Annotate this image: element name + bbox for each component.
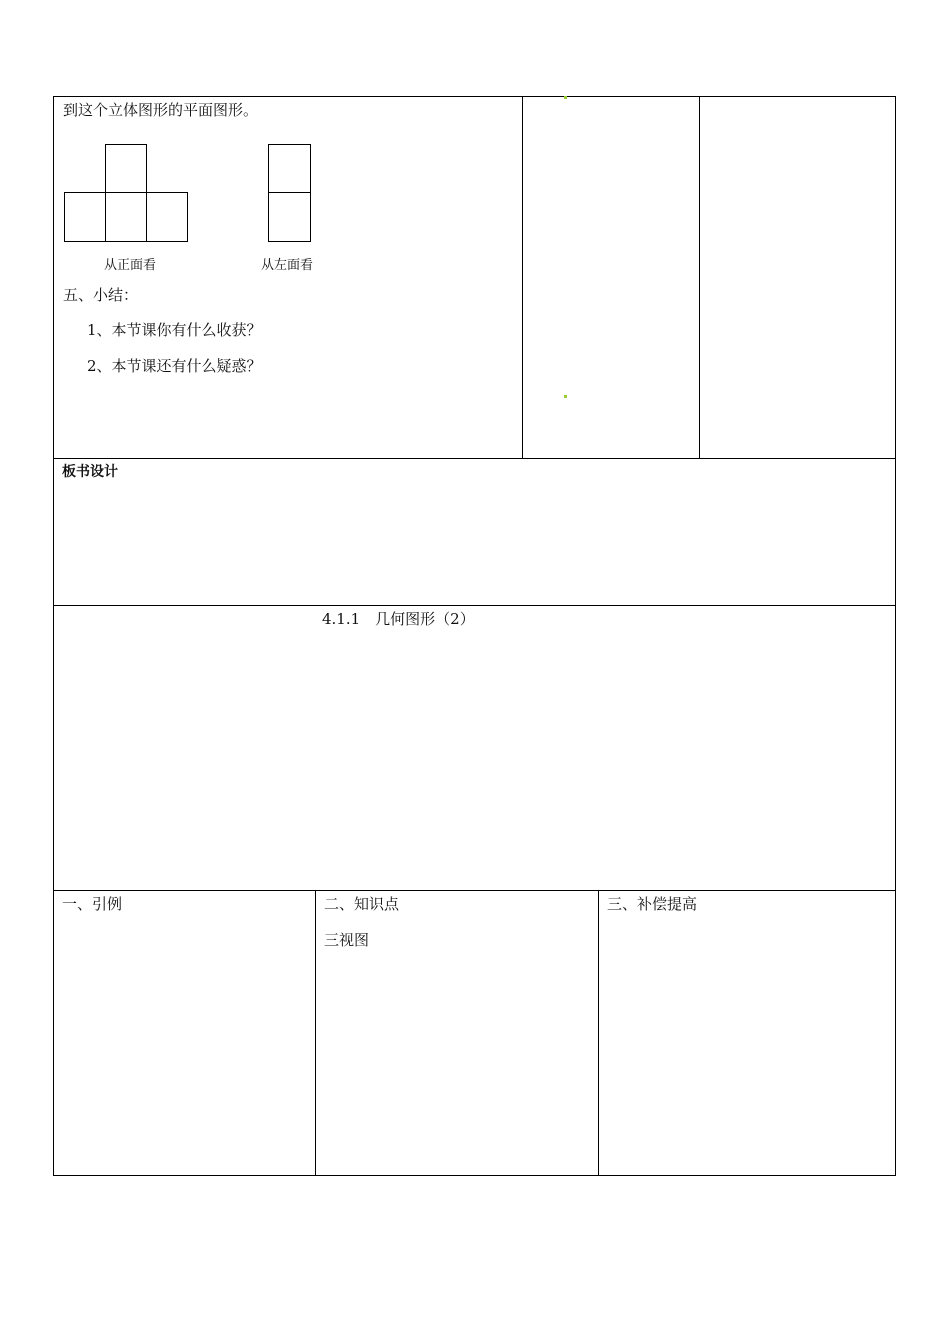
bottom-table-divider-1: [315, 890, 316, 1176]
intro-text: 到这个立体图形的平面图形。: [63, 101, 259, 119]
decorative-dot: [564, 395, 567, 398]
lesson-title: 4.1.1 几何图形（2）: [322, 610, 475, 628]
left-view-bottom-square: [268, 192, 311, 242]
col2-content: 三视图: [324, 931, 370, 949]
front-view-caption: 从正面看: [104, 258, 157, 273]
col1-heading: 一、引例: [62, 895, 123, 913]
left-view-top-square: [268, 144, 311, 193]
col2-heading: 二、知识点: [324, 895, 400, 913]
front-view-right-square: [146, 192, 188, 242]
left-view-caption: 从左面看: [261, 258, 314, 273]
top-table-divider-2: [699, 96, 700, 459]
top-table: [53, 96, 896, 459]
col3-heading: 三、补偿提高: [607, 895, 698, 913]
bottom-table-divider-2: [598, 890, 599, 1176]
front-view-middle-square: [105, 192, 147, 242]
top-table-divider-1: [522, 96, 523, 459]
bottom-table: [53, 890, 896, 1176]
decorative-dot: [564, 96, 567, 99]
summary-item: 2、本节课还有什么疑惑？: [87, 357, 262, 375]
board-design-box: [53, 458, 896, 606]
front-view-left-square: [64, 192, 106, 242]
front-view-top-square: [105, 144, 147, 193]
lesson-box: [53, 605, 896, 891]
summary-heading: 五、小结：: [63, 286, 139, 304]
board-design-heading: 板书设计: [62, 464, 118, 480]
summary-item: 1、本节课你有什么收获？: [87, 321, 262, 339]
